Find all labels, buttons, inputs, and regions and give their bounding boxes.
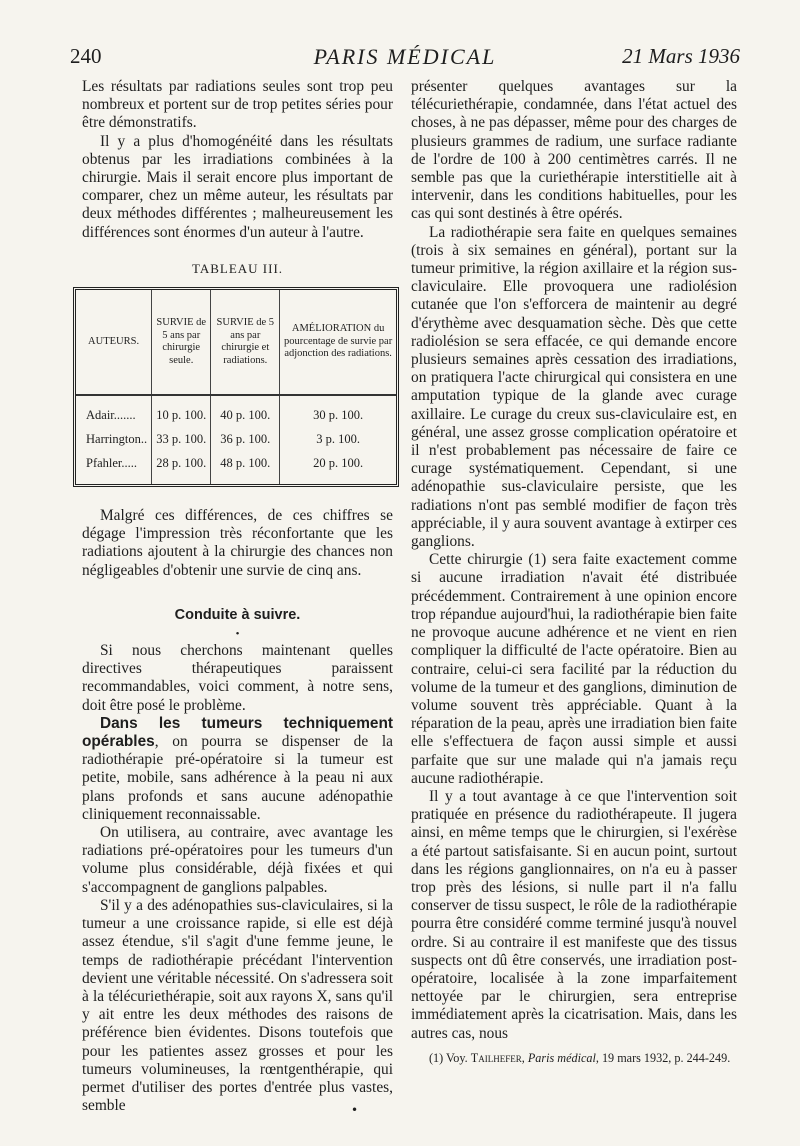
paragraph: On utilisera, au contraire, avec avantage les radiations pré-opératoires pour les tumeurs d'un volume plus considérable, déjà fixées et qui s'accompagnent de ganglions palpables. bbox=[82, 824, 393, 896]
footnote-sep: , bbox=[521, 1050, 525, 1065]
separator-dot: • bbox=[235, 628, 240, 641]
journal-title: PARIS MÉDICAL bbox=[313, 44, 497, 69]
table-cell: Adair....... bbox=[86, 408, 136, 423]
page-header bbox=[70, 44, 740, 78]
table-cell: Pfahler..... bbox=[86, 456, 138, 471]
paragraph bbox=[82, 715, 393, 824]
table-title: TABLEAU III. bbox=[191, 260, 284, 276]
section-title: Conduite à suivre. bbox=[174, 606, 301, 623]
table-header: AMÉLIORATION du pourcentage de survie par adjonction des radiations. bbox=[280, 290, 396, 395]
paragraph: présenter quelques avantages sur la télécuriethérapie, condamnée, dans l'état actuel des choses, à ne pas dépasser, même pour des charges de plusieurs grammes de radium, une surface radiante de l'ordre de 100 à 200 centimètres carrés. Il ne semble pas que la curiethérapie interstitielle ait à intervenir, dans les conditions habituelles, pour les cas qui sont destinés à être opérés. bbox=[411, 78, 737, 223]
table-cell: 28 p. 100. bbox=[152, 452, 211, 484]
left-column bbox=[82, 78, 393, 1115]
table-cell: Harrington.. bbox=[86, 432, 148, 447]
table-cell: 3 p. 100. bbox=[280, 428, 396, 452]
table-row bbox=[76, 395, 396, 428]
paragraph: Il y a plus d'homogénéité dans les résultats obtenus par les irradiations combinées à la chirurgie. Mais il serait encore plus important de comparer, chez un même auteur, les résultats par deux méthodes différentes ; malheureusement les différences sont énormes d'un auteur à l'autre. bbox=[82, 132, 393, 241]
table-cell: 40 p. 100. bbox=[211, 395, 280, 428]
table-cell: 30 p. 100. bbox=[280, 395, 396, 428]
footnote bbox=[411, 1051, 737, 1066]
table-cell: 20 p. 100. bbox=[280, 452, 396, 484]
table-header: AUTEURS. bbox=[76, 290, 152, 395]
right-column bbox=[411, 78, 737, 1066]
table-cell: 33 p. 100. bbox=[152, 428, 211, 452]
paragraph: Les résultats par radiations seules sont trop peu nombreux et portent sur de trop petites séries pour être démonstratifs. bbox=[82, 78, 393, 132]
issue-date: 21 Mars 1936 bbox=[622, 44, 740, 68]
page-mark: • bbox=[351, 1103, 359, 1117]
paragraph: S'il y a des adénopathies sus-claviculaires, si la tumeur a une croissance rapide, si elle est déjà assez étendue, s'il s'agit d'une femme jeune, le temps de radiothérapie précédant l'intervention devient une véritable nécessité. On s'adressera soit à la télécuriethérapie, soit aux rayons X, sans qu'il y ait entre les deux méthodes des raisons de préférence bien évidentes. Disons toutefois que pour les patientes assez grosses et pour les tumeurs volumineuses, la rœntgenthérapie, qui permet d'utiliser des portes d'entrée plus vastes, semble bbox=[82, 896, 393, 1115]
paragraph-text: , on pourra se dispenser de la radiothérapie pré-opératoire si la tumeur est petite, mobile, sans adhérence à la peau ni aux plans profonds et sans aucune adénopathie cliniquement reconnaissable. bbox=[82, 733, 393, 823]
table-header: SURVIE de 5 ans par chirurgie seule. bbox=[152, 290, 211, 395]
paragraph: Cette chirurgie (1) sera faite exactement comme si aucune irradiation n'avait été distribuée précédemment. Contrairement à une opinion encore trop répandue aujourd'hui, la radiothérapie bien faite ne provoque aucune adhérence et ne vient en rien compliquer la difficulté de l'acte opératoire. Bien au contraire, celui-ci sera facilité par la réduction du volume de la tumeur et des ganglions, diminution de volume souvent très appréciable. Quant à la réparation de la peau, après une irradiation bien faite elle s'effectuera de façon aussi simple et aussi parfaite que sur une malade qui n'a jamais reçu aucune radiothérapie. bbox=[411, 551, 737, 787]
paragraph: Il y a tout avantage à ce que l'intervention soit pratiquée en présence du radiothérapeute. Il jugera ainsi, en même temps que le chirurgien, si l'exérèse a été partout satisfaisante. Si en aucun point, surtout dans les régions ganglionnaires, on n'a eu à passer trop près des lésions, si nulle part il n'a fallu conserver de tissu suspect, le rôle de la radiothérapie pourra être considéré comme terminé jusqu'à nouvel ordre. Si au contraire il est manifeste que des tissus suspects ont dû être conservés, une irradiation post-opératoire, localisée à la zone imparfaitement nettoyée par le chirurgien, sera entreprise immédiatement après la cicatrisation. Mais, dans les autres cas, nous bbox=[411, 787, 737, 1042]
footnote-number: (1) Voy. bbox=[429, 1050, 468, 1065]
table-header: SURVIE de 5 ans par chirurgie et radiations. bbox=[211, 290, 280, 395]
paragraph: La radiothérapie sera faite en quelques semaines (trois à six semaines en général), portant sur la tumeur primitive, la région axillaire et la région sus-claviculaire. Elle provoquera une radiolésion cutanée que l'on s'efforcera de maintenir au degré d'érythème avec desquamation sèche. Dès que cette radiolésion se sera effacée, ce qui demande encore plusieurs semaines après cessation des irradiations, on pratiquera l'acte chirurgical qui consistera en une amputation typique de la glande avec curage axillaire. Le curage du creux sus-claviculaire est, en général, une assez grosse complication opératoire et il n'est probablement pas nécessaire de faire ce curage systématiquement. Cependant, si une adénopathie sus-claviculaire persiste, que les radiations n'ont pas semblé modifier de façon très appréciable, il y aura souvent avantage à extirper ces ganglions. bbox=[411, 223, 737, 551]
footnote-rest: , 19 mars 1932, p. 244-249. bbox=[595, 1050, 731, 1065]
results-table bbox=[73, 287, 399, 487]
table-cell: 48 p. 100. bbox=[211, 452, 280, 484]
paragraph: Malgré ces différences, de ces chiffres se dégage l'impression très réconfortante que les radiations ajoutent à la chirurgie des chances non négligeables d'obtenir une survie de cinq ans. bbox=[82, 507, 393, 579]
table-row bbox=[76, 428, 396, 452]
table-cell: 36 p. 100. bbox=[211, 428, 280, 452]
footnote-journal: Paris médical bbox=[527, 1050, 596, 1065]
table-row bbox=[76, 452, 396, 484]
table-cell: 10 p. 100. bbox=[152, 395, 211, 428]
footnote-author: Tailhefer bbox=[470, 1050, 522, 1065]
bold-lead: Dans les tumeurs techniquement opérables bbox=[82, 714, 393, 751]
page-number: 240 bbox=[70, 44, 102, 68]
paragraph: Si nous cherchons maintenant quelles directives thérapeutiques paraissent recommandables, voici comment, à notre sens, doit être posé le problème. bbox=[82, 642, 393, 714]
